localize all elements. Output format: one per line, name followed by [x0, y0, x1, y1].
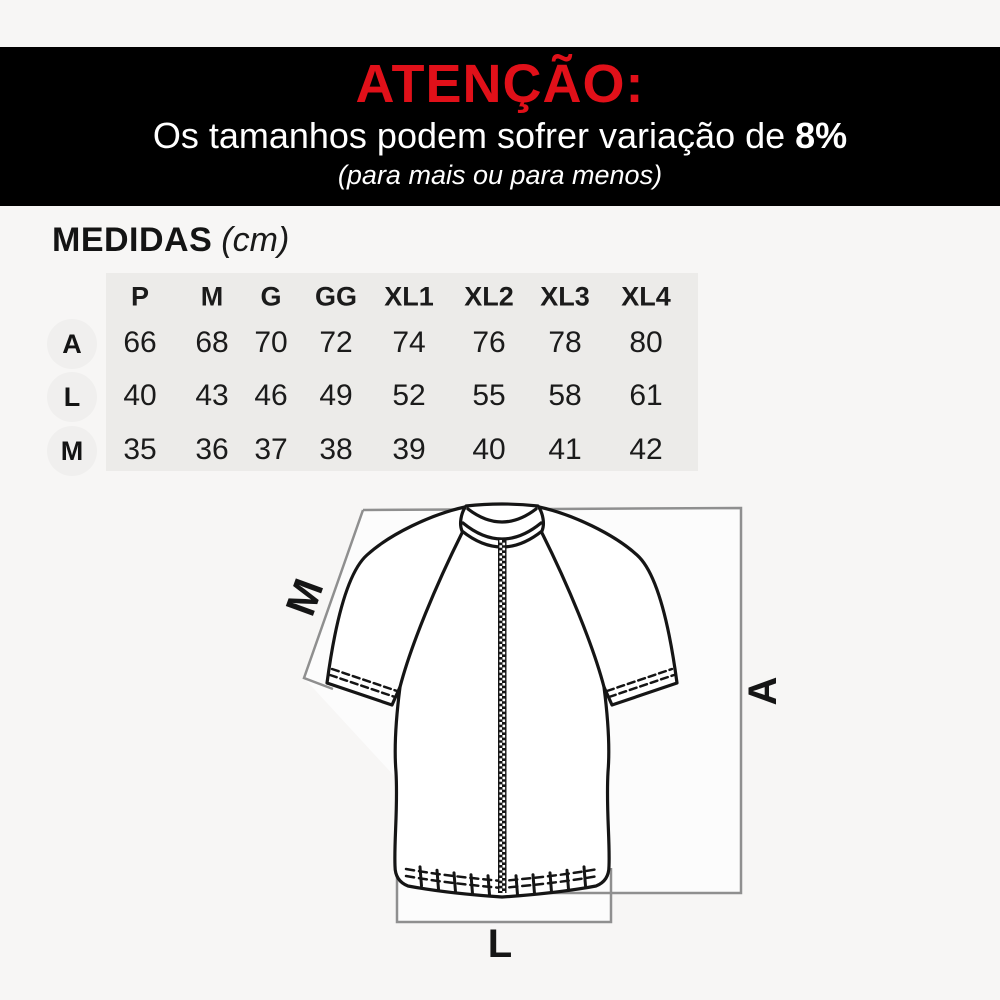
size-value-cell: 76	[472, 326, 506, 359]
size-value-cell: 70	[254, 326, 288, 359]
size-value-cell: 52	[392, 379, 426, 412]
size-value-cell: 38	[319, 433, 353, 466]
size-col-header: GG	[314, 281, 358, 312]
size-value-cell: 43	[195, 379, 229, 412]
hem-tick	[437, 870, 439, 889]
attention-subtitle-text: Os tamanhos podem sofrer variação de	[152, 115, 796, 156]
size-value-cell: 74	[392, 326, 426, 359]
hem-tick	[488, 876, 490, 895]
hem-tick	[584, 867, 586, 886]
size-col-header: XL3	[540, 281, 590, 312]
hem-tick	[567, 870, 569, 889]
measurements-heading-unit: (cm)	[221, 221, 290, 259]
label-height-measure: A	[741, 676, 785, 706]
hem-tick	[471, 875, 473, 894]
size-value-cell: 40	[123, 379, 157, 412]
size-value-cell: 41	[548, 433, 582, 466]
size-value-cell: 66	[123, 326, 157, 359]
size-value-cell: 55	[472, 379, 506, 412]
size-col-header: P	[130, 281, 150, 312]
row-label-circle: M	[47, 426, 97, 476]
size-value-cell: 39	[392, 433, 426, 466]
zipper	[498, 540, 507, 893]
size-value-cell: 68	[195, 326, 229, 359]
label-sleeve-measure: M	[276, 572, 333, 622]
size-col-header: M	[200, 281, 224, 312]
size-col-header: XL1	[384, 281, 434, 312]
row-label-circle: A	[47, 319, 97, 369]
attention-note: (para mais ou para menos)	[337, 160, 663, 190]
zipper-tape	[498, 540, 507, 893]
size-value-cell: 40	[472, 433, 506, 466]
attention-subtitle-percent: 8%	[795, 115, 848, 156]
size-value-cell: 37	[254, 433, 288, 466]
size-col-header: XL2	[464, 281, 514, 312]
size-value-cell: 80	[629, 326, 663, 359]
size-value-cell: 72	[319, 326, 353, 359]
size-value-cell: 58	[548, 379, 582, 412]
hem-tick	[420, 867, 422, 886]
size-value-cell: 61	[629, 379, 663, 412]
label-width-measure: L	[487, 922, 513, 966]
size-value-cell: 46	[254, 379, 288, 412]
hem-tick	[533, 875, 535, 894]
size-col-header: G	[260, 281, 282, 312]
hem-tick	[516, 876, 518, 895]
size-col-header: XL4	[621, 281, 671, 312]
hem-tick	[454, 873, 456, 892]
size-value-cell: 35	[123, 433, 157, 466]
attention-title: ATENÇÃO:	[355, 54, 645, 114]
row-label-circle: L	[47, 372, 97, 422]
size-value-cell: 49	[319, 379, 353, 412]
size-value-cell: 42	[629, 433, 663, 466]
hem-tick	[550, 873, 552, 892]
size-value-cell: 36	[195, 433, 229, 466]
size-value-cell: 78	[548, 326, 582, 359]
measurements-heading-title: MEDIDAS	[52, 221, 213, 259]
